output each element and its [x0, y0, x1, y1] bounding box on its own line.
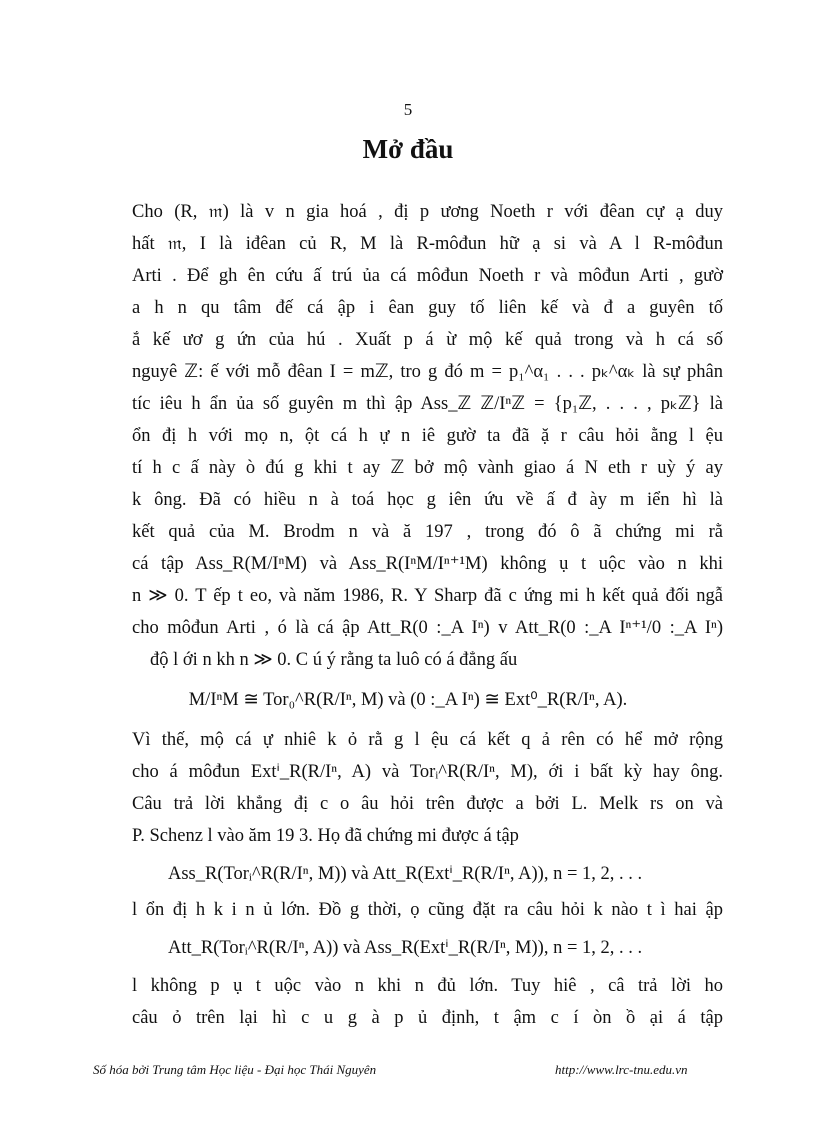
text-line: câu ỏ trên lại hì c u g à p ủ định, t ậm c í òn ồ ại á tập [132, 1008, 723, 1028]
text-line: l không p ụ t uộc vào n khi n đủ lớn. Tuy hiê , câ trả lời ho [132, 976, 723, 996]
text-line: ổn đị h với mọ n, ột cá h ự n iê gườ ta đã ặ r câu hỏi ằng l ệu [132, 426, 723, 446]
text-line: Cho (R, 𝔪) là v n gia hoá , đị p ương Noeth r với đêan cự ạ duy [132, 202, 723, 222]
text-line: tíc iêu h ẩn ủa số guyên m thì ập Ass_ℤ ℤ/Iⁿℤ = {p₁ℤ, . . . , pₖℤ} là [132, 394, 723, 414]
text-line: cho môđun Arti , ó là cá ập Att_R(0 :_A Iⁿ) v Att_R(0 :_A Iⁿ⁺¹/0 :_A Iⁿ) [132, 618, 723, 638]
text-line: k ông. Đã có hiều n à toá học g iên ứu về ấ đ ày m iển hì là [132, 490, 723, 510]
text-line: cá tập Ass_R(M/IⁿM) và Ass_R(IⁿM/Iⁿ⁺¹M) không ụ t uộc vào n khi [132, 554, 723, 574]
text-line: Arti . Để gh ên cứu ấ trú ủa cá môđun Noeth r và môđun Arti , gườ [132, 266, 723, 286]
footer-source: Số hóa bởi Trung tâm Học liệu - Đại học Thái Nguyên [93, 1062, 377, 1077]
text-line: a h n qu tâm đế cá ập i êan guy tố liên kế và đ a guyên tố [132, 298, 723, 318]
display-formula: M/IⁿM ≅ Tor₀^R(R/Iⁿ, M) và (0 :_A Iⁿ) ≅ Ext⁰_R(R/Iⁿ, A). [188, 690, 628, 710]
text-line: Câu trả lời khẳng đị c o âu hỏi trên được a bởi L. Melk rs on và [132, 794, 723, 814]
text-line: độ l ới n kh n ≫ 0. C ú ý rằng ta luô có á đẳng ấu [150, 650, 518, 670]
text-line: cho á môđun Extⁱ_R(R/Iⁿ, A) và Torᵢ^R(R/Iⁿ, M), ới i bất kỳ hay ông. [132, 762, 723, 782]
text-line: n ≫ 0. T ếp t eo, và năm 1986, R. Y Sharp đã c ứng mi h kết quả đối ngẫ [132, 586, 723, 606]
display-formula: Att_R(Torᵢ^R(R/Iⁿ, A)) và Ass_R(Extⁱ_R(R/Iⁿ, M)), n = 1, 2, . . . [168, 938, 643, 958]
display-formula: Ass_R(Torᵢ^R(R/Iⁿ, M)) và Att_R(Extⁱ_R(R/Iⁿ, A)), n = 1, 2, . . . [168, 864, 643, 884]
page-number: 5 [403, 100, 413, 119]
text-line: tí h c ấ này ò đú g khi t ay ℤ bở mộ vành giao á N eth r uỳ ý ay [132, 458, 723, 478]
text-line: hất 𝔪, I là iđêan củ R, M là R-môđun hữ ạ si và A l R-môđun [132, 234, 723, 254]
text-line: nguyê ℤ: ế với mỗ đêan I = mℤ, tro g đó m = p₁^α₁ . . . pₖ^αₖ là sự phân [132, 362, 723, 382]
page-title: Mở đầu [362, 134, 454, 164]
footer-url[interactable]: http://www.lrc-tnu.edu.vn [555, 1062, 688, 1077]
text-line: ắ kế ươ g ứn của hú . Xuất p á ừ mộ kế quả trong và h cá số [132, 330, 723, 350]
text-line: Vì thế, mộ cá ự nhiê k ỏ rằ g l ệu cá kết q ả rên có hể mở rộng [132, 730, 723, 750]
text-line: P. Schenz l vào ăm 19 3. Họ đã chứng mi được á tập [132, 826, 519, 846]
text-line: kết quả của M. Brodm n và ă 197 , trong đó ô ã chứng mi rằ [132, 522, 723, 542]
text-line: l ổn đị h k i n ủ lớn. Đồ g thời, ọ cũng đặt ra câu hỏi k nào t ì hai ập [132, 900, 723, 920]
